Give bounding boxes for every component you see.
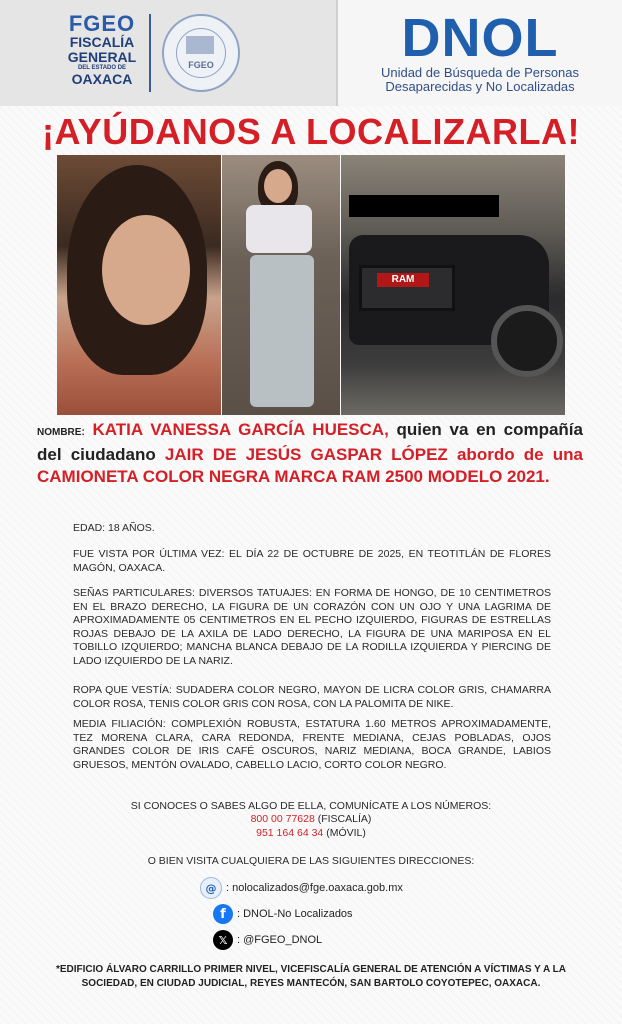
phone-fiscalia (0, 813, 622, 826)
name-label: NOMBRE: (37, 427, 85, 438)
del-estado-line: DEL ESTADO DE (77, 65, 127, 71)
fgeo-logo (62, 13, 142, 87)
summary-text-2: abordo de una (447, 445, 583, 464)
dnol-subtitle-line1: Unidad de Búsqueda de Personas (380, 65, 580, 80)
age-text: EDAD: 18 AÑOS. (73, 522, 155, 534)
truck-grille-shape (359, 265, 455, 311)
full-body-photo (222, 155, 340, 415)
email-icon: @ (200, 877, 222, 899)
dnol-header-panel (336, 0, 622, 106)
phone-fiscalia-number[interactable]: 800 00 77628 (250, 813, 315, 825)
x-contact[interactable] (213, 929, 322, 951)
oaxaca-line: OAXACA (71, 71, 133, 87)
portrait-photo (57, 155, 221, 415)
visit-intro: O BIEN VISITA CUALQUIERA DE LAS SIGUIENTES DIRECCIONES: (147, 855, 475, 867)
last-seen-text: FUE VISTA POR ÚLTIMA VEZ: EL DÍA 22 DE OCTUBRE DE 2025, EN TEOTITLÁN DE FLORES MAGÓN, OAXACA. (73, 548, 551, 574)
face-shape (102, 215, 190, 325)
seal-building-icon (186, 36, 214, 54)
physical-description-text: MEDIA FILIACIÓN: COMPLEXIÓN ROBUSTA, ESTATURA 1.60 METROS APROXIMADAMENTE, TEZ MORENA CLARA, CARA REDONDA, FRENTE MEDIANA, CEJAS POBLADAS, OJOS GRANDES COLOR DE IRIS CAFÉ OSCUROS, NARIZ MEDIANA, BOCA GRANDE, LABIOS GRUESOS, MENTÓN OVALADO, CABELLO LACIO, CORTO COLOR NEGRO. (73, 718, 551, 771)
email-contact[interactable] (200, 877, 403, 899)
x-icon: 𝕏 (213, 930, 233, 950)
x-text: : @FGEO_DNOL (237, 934, 323, 946)
contact-intro: SI CONOCES O SABES ALGO DE ELLA, COMUNÍCATE A LOS NÚMEROS: (130, 800, 492, 812)
dnol-subtitle (338, 66, 622, 94)
vehicle-photo (341, 155, 565, 415)
dnol-subtitle-line2: Desaparecidas y No Localizadas (385, 79, 575, 94)
fgeo-header-panel (0, 0, 336, 106)
face-shape (264, 169, 292, 203)
person-summary (37, 419, 583, 488)
person-name: KATIA VANESSA GARCÍA HUESCA, (92, 420, 389, 439)
particular-signs-text: SEÑAS PARTICULARES: DIVERSOS TATUAJES: EN FORMA DE HONGO, DE 10 CENTIMETROS EN EL BRAZO DERECHO, LA FIGURA DE UN CORAZÓN CON UN OJO Y UNA LAGRIMA DE APROXIMADAMENTE 05 CENTIMETROS EN EL PECHO IZQUIERDO, FIGURAS DE ESTRELLAS ROJAS DEBAJO DE LA AXILA DE LADO DERECHO, LA FIGURA DE UNA MARIPOSA EN EL TOBILLO IZQUIERDO; MANCHA BLANCA DEBAJO DE LA RODILLA IZQUIERDA Y PIERCING DE LADO IZQUIERDO DE LA NARIZ. (73, 587, 551, 667)
redaction-bar (349, 195, 499, 217)
gray-pants-shape (250, 255, 314, 407)
white-top-shape (246, 205, 312, 253)
facebook-contact[interactable] (213, 903, 353, 925)
phone-movil-number[interactable]: 951 164 64 34 (256, 827, 324, 839)
facebook-text: : DNOL-No Localizados (237, 908, 353, 920)
ram-badge: RAM (377, 273, 429, 287)
fiscalia-line: FISCALÍA (69, 34, 135, 50)
summary-text-1: quien va en compañía del ciudadano (37, 420, 583, 464)
seal-text: FGEO (188, 60, 214, 70)
vehicle-description: CAMIONETA COLOR NEGRA MARCA RAM 2500 MODELO 2021. (37, 467, 550, 486)
poster-header (0, 0, 622, 106)
wheel-shape (491, 305, 563, 377)
fgeo-wordmark: FGEO (68, 11, 136, 36)
companion-name: JAIR DE JESÚS GASPAR LÓPEZ (164, 445, 448, 464)
fgeo-seal-icon (162, 14, 240, 92)
phone-movil-label: (MÓVIL) (323, 827, 366, 839)
general-line: GENERAL (67, 49, 137, 65)
logo-divider (149, 14, 151, 92)
phone-fiscalia-label: (FISCALÍA) (314, 813, 372, 825)
dnol-logo: DNOL (401, 8, 559, 68)
clothing-text: ROPA QUE VESTÍA: SUDADERA COLOR NEGRO, MAYON DE LICRA COLOR GRIS, CHAMARRA COLOR ROSA, TENIS COLOR GRIS CON ROSA, CON LA PALOMITA DE NIKE. (73, 684, 551, 710)
poster-headline: ¡AYÚDANOS A LOCALIZARLA! (42, 111, 580, 152)
facebook-icon: f (213, 904, 233, 924)
phone-movil (0, 827, 622, 840)
email-text: : nolocalizados@fge.oaxaca.gob.mx (226, 882, 403, 894)
address-footer: *EDIFICIO ÁLVARO CARRILLO PRIMER NIVEL, VICEFISCALÍA GENERAL DE ATENCIÓN A VÍCTIMAS Y A LA SOCIEDAD, EN CIUDAD JUDICIAL, REYES MANTECÓN, SAN BARTOLO COYOTEPEC, OAXACA. (55, 964, 567, 989)
